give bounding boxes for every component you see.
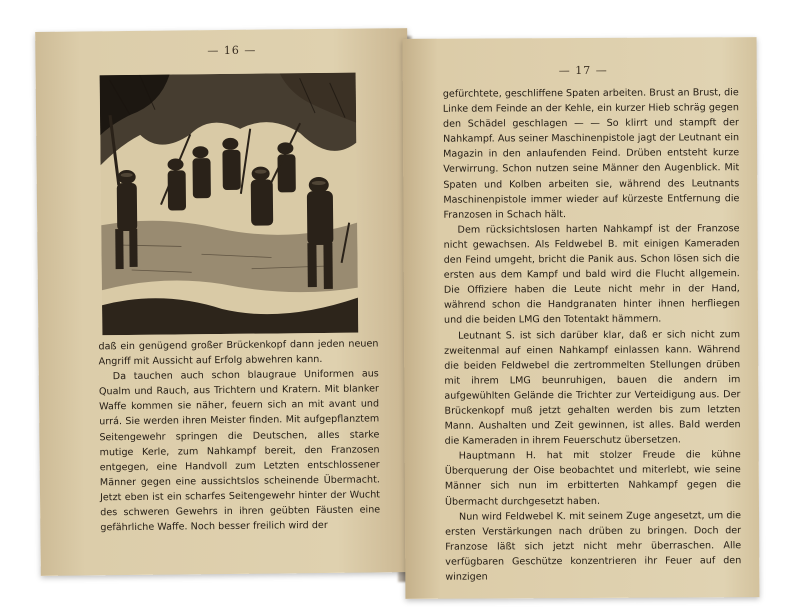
- soldiers-wading-illustration: [100, 73, 359, 336]
- left-page-text: [98, 336, 380, 535]
- left-page: [35, 28, 413, 576]
- right-page: [403, 37, 760, 599]
- paragraph: Nun wird Feldwebel K. mit seinem Zuge angesetzt, um die ersten Verstärkungen nach drüben zu bringen. Doch der Franzose läßt sich jetzt nicht mehr überraschen. Alle verfügbaren Geschütze konzentrieren ihr Feuer auf den winzigen: [445, 509, 742, 583]
- paragraph: Leutnant S. ist sich darüber klar, daß er sich nicht zum zweitenmal auf einen Nahkampf einlassen kann. Während die beiden Feldwebel die zertrommelten Stellungen drüben mit ihrem LMG beunruhigen, bauen die andern im aufgewühlten Gelände die Trichter zur Verteidigung aus. Der Brückenkopf muß jetzt gehalten werden bis zum letzten Mann. Aushalten und Zeit gewinnen, ist alles. Bald werden die Kameraden in ihrem Feuerschutz übersetzen.: [444, 328, 741, 447]
- right-page-text: [443, 85, 742, 585]
- page-number-right: — 17 —: [558, 63, 608, 78]
- paragraph: Hauptmann H. hat mit stolzer Freude die kühne Überquerung der Oise beobachtet und miterlebt, wie seine Männer sich nun im erbitterten Nahkampf gegen die Übermacht durchgesetzt haben.: [444, 449, 741, 508]
- paragraph: gefürchtete, geschliffene Spaten arbeiten. Brust an Brust, die Linke dem Feinde an der Kehle, ein kurzer Hieb schräg gegen den Schädel geschlagen — — So klirrt und stampft der Nahkampf. Aus seiner Maschinenpistole jagt der Leutnant ein Magazin in den anlaufenden Feind. Drüben entsteht kurze Verwirrung. Schon nutzen seine Männer den Augenblick. Mit Spaten und Kolben arbeiten sie, während des Leutnants Maschinenpistole immer wieder auf kürzeste Entfernung die Franzosen in Schach hält.: [442, 87, 740, 221]
- paragraph: Da tauchen auch schon blaugraue Uniformen aus Qualm und Rauch, aus Trichtern und Kratern. Mit blanker Waffe kommen sie näher, feuern sich an mit avant und urrá. Sie werden ihren Meister finden. Mit aufgepflanztem Seitengewehr springen die Deutschen, alles starke mutige Kerle, zum Nahkampf bereit, den Franzosen entgegen, eine Handvoll zum Letzten entschlossener Männer gegen eine aussichtslos scheinende Übermacht. Jetzt eben ist ein scharfes Seitengewehr hinter der Wucht des schweren Gewehrs in ihren geübten Fäusten eine gefährliche Waffe. Noch besser freilich wird der: [98, 368, 381, 534]
- paragraph: Dem rücksichtslosen harten Nahkampf ist der Franzose nicht gewachsen. Als Feldwebel B. mit einigen Kameraden den Feind umgeht, bricht die Panik aus. Schon lösen sich die ersten aus dem Kampf und bald wird die Flucht allgemein. Die Offiziere haben die Leute nicht mehr in der Hand, während schon die Handgranaten hinter ihnen herfliegen und die beiden LMG den Totentakt hämmern.: [443, 223, 740, 327]
- page-number-left: — 16 —: [207, 43, 257, 58]
- paragraph: daß ein genügend großer Brückenkopf dann jeden neuen Angriff mit Aussicht auf Erfolg abwehren kann.: [98, 338, 379, 368]
